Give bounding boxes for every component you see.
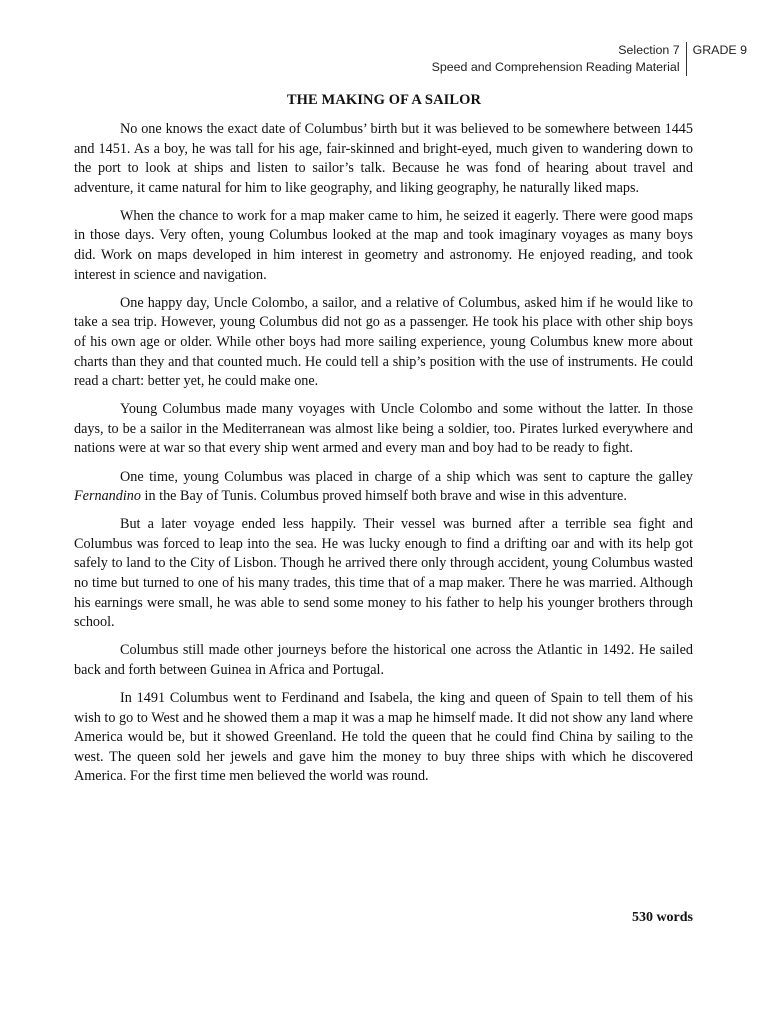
- header-left-block: [432, 42, 687, 76]
- material-subtitle: Speed and Comprehension Reading Material: [431, 60, 680, 74]
- selection-label: Selection 7: [618, 43, 680, 57]
- paragraph: When the chance to work for a map maker came to him, he seized it eagerly. There were good maps in those days. Very often, young Columbus looked at the map and took imaginary voyages as many boys did. Work on maps developed in him interest in geometry and astronomy. He enjoyed reading, and took interest in science and navigation.: [74, 207, 693, 283]
- word-count: 530 words: [631, 910, 693, 925]
- paragraph-text: One time, young Columbus was placed in charge of a ship which was sent to capture the galley: [120, 468, 693, 485]
- ship-name-italic: Fernandino: [74, 488, 141, 505]
- paragraph: Young Columbus made many voyages with Uncle Colombo and some without the latter. In those days, to be a sailor in the Mediterranean was almost like being a soldier, too. Pirates lurked everywhere and nations were at war so that every ship went armed and every man and boy had to be ready to fight.: [74, 401, 693, 457]
- paragraph: [74, 468, 693, 507]
- paragraph-text: in the Bay of Tunis. Columbus proved himself both brave and wise in this adventure.: [141, 488, 627, 505]
- paragraph: One happy day, Uncle Colombo, a sailor, and a relative of Columbus, asked him if he would like to take a sea trip. However, young Columbus did not go as a passenger. He took his place with other ship boys of his own age or older. While other boys had more sailing experience, young Columbus knew more about charts than they and that counted much. He could tell a ship’s position with the use of instruments. He could read a chart: better yet, he could make one.: [74, 294, 693, 390]
- story-body: [74, 120, 693, 795]
- page-title: THE MAKING OF A SAILOR: [286, 92, 482, 108]
- paragraph: But a later voyage ended less happily. Their vessel was burned after a terrible sea fight and Columbus was forced to leap into the sea. He was lucky enough to find a drifting oar and with its help got safely to land to the City of Lisbon. Though he arrived there only through accident, young Columbus wasted no time but turned to one of his many trades, this time that of a map maker. There he was married. Although his earnings were small, he was able to send some money to his father to help his younger brothers through school.: [74, 516, 693, 631]
- paragraph: No one knows the exact date of Columbus’ birth but it was believed to be somewhere between 1445 and 1451. As a boy, he was tall for his age, fair-skinned and bright-eyed, much given to wandering down to the port to look at ships and listen to sailor’s talk. Because he was fond of hearing about travel and adventure, it came natural for him to like geography, and liking geography, he naturally liked maps.: [74, 121, 693, 196]
- header-right-block: [687, 42, 747, 76]
- paragraph: Columbus still made other journeys before the historical one across the Atlantic in 1492. He sailed back and forth between Guinea in Africa and Portugal.: [74, 642, 693, 678]
- paragraph: In 1491 Columbus went to Ferdinand and Isabela, the king and queen of Spain to tell them of his wish to go to West and he showed them a map it was a map he himself made. It did not show any land where America would be, but it showed Greenland. He told the queen that he could find China by sailing to the west. The queen sold her jewels and gave him the money to buy three ships with which he discovered America. For the first time men believed the world was round.: [74, 689, 693, 785]
- page-header: [432, 42, 747, 76]
- grade-label: GRADE 9: [692, 43, 747, 57]
